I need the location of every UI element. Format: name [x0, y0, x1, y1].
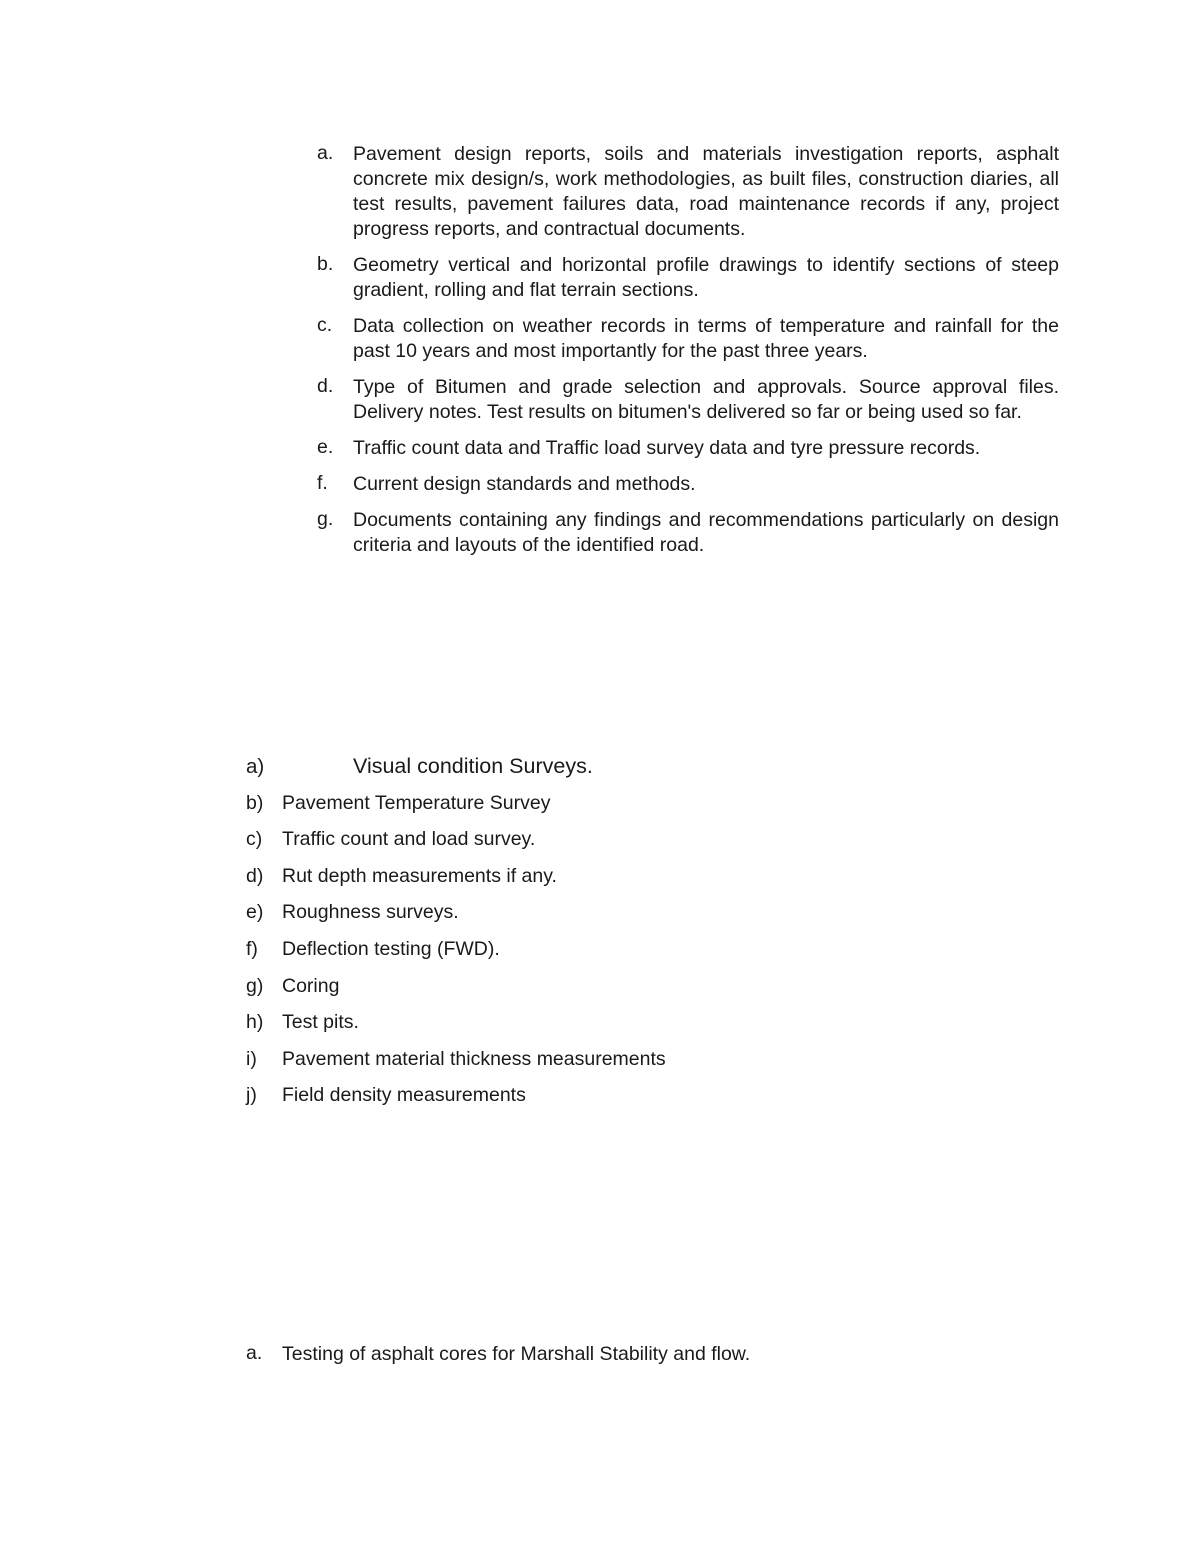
- list-item-text: Traffic count data and Traffic load survey data and tyre pressure records.: [353, 437, 981, 459]
- list-marker: h): [246, 1011, 264, 1034]
- list-marker: j): [246, 1084, 257, 1107]
- list-item: [246, 974, 946, 1011]
- list-item: [317, 508, 1059, 558]
- list-item-text: Pavement design reports, soils and materials investigation reports, asphalt concrete mix design/s, work methodologies, as built files, construction diaries, all test results, pavement failures data, road maintenance records if any, project progress reports, and contractual documents.: [353, 143, 1059, 240]
- list-marker: c.: [317, 314, 333, 336]
- list-item-text: Test pits.: [282, 1011, 359, 1034]
- list-item: [317, 375, 1059, 425]
- list-item-text: Rut depth measurements if any.: [282, 864, 557, 887]
- list-marker: f.: [317, 472, 328, 494]
- list-item: [246, 1083, 946, 1120]
- list-item: [246, 900, 946, 937]
- list-marker: a.: [246, 1342, 263, 1364]
- list-marker: e.: [317, 436, 334, 458]
- list-item-text: Current design standards and methods.: [353, 473, 696, 495]
- list-item-text: Data collection on weather records in terms of temperature and rainfall for the past 10 years and most importantly for the past three years.: [353, 315, 1059, 362]
- list-marker: f): [246, 937, 258, 960]
- list-item-text: Roughness surveys.: [282, 901, 459, 924]
- list-item-text: Pavement material thickness measurements: [282, 1047, 666, 1070]
- list-item-text: Deflection testing (FWD).: [282, 937, 500, 960]
- list-marker: a): [246, 755, 265, 778]
- list-item: [317, 436, 1059, 461]
- list-item-text: Geometry vertical and horizontal profile drawings to identify sections of steep gradient, rolling and flat terrain sections.: [353, 254, 1059, 301]
- survey-list: [246, 754, 946, 1120]
- list-item: [246, 1047, 946, 1084]
- list-item: [246, 937, 946, 974]
- list-marker: c): [246, 828, 263, 851]
- list-item: [317, 472, 1059, 497]
- list-marker: a.: [317, 142, 334, 164]
- list-item-text: Coring: [282, 974, 340, 997]
- list-item-text: Visual condition Surveys.: [353, 754, 593, 778]
- list-item: [246, 1010, 946, 1047]
- list-marker: d.: [317, 375, 334, 397]
- list-item: [246, 1342, 946, 1367]
- list-item-text: Pavement Temperature Survey: [282, 791, 551, 814]
- list-marker: i): [246, 1047, 257, 1070]
- list-item: [246, 754, 946, 791]
- list-marker: b.: [317, 253, 334, 275]
- list-item-text: Field density measurements: [282, 1084, 526, 1107]
- list-marker: e): [246, 901, 264, 924]
- list-item: [317, 314, 1059, 364]
- document-review-list: [317, 142, 1059, 569]
- list-item: [246, 864, 946, 901]
- list-item-text: Testing of asphalt cores for Marshall Stability and flow.: [282, 1343, 751, 1365]
- list-item: [246, 827, 946, 864]
- list-item: [317, 253, 1059, 303]
- list-marker: g): [246, 974, 264, 997]
- list-marker: b): [246, 791, 264, 814]
- list-item-text: Type of Bitumen and grade selection and approvals. Source approval files. Delivery notes. Test results on bitumen's delivered so far or being used so far.: [353, 376, 1059, 423]
- list-marker: d): [246, 864, 264, 887]
- list-item: [246, 791, 946, 828]
- list-item: [317, 142, 1059, 242]
- list-item-text: Documents containing any findings and recommendations particularly on design criteria and layouts of the identified road.: [353, 509, 1059, 556]
- list-item-text: Traffic count and load survey.: [282, 828, 536, 851]
- testing-list: [246, 1342, 946, 1367]
- list-marker: g.: [317, 508, 334, 530]
